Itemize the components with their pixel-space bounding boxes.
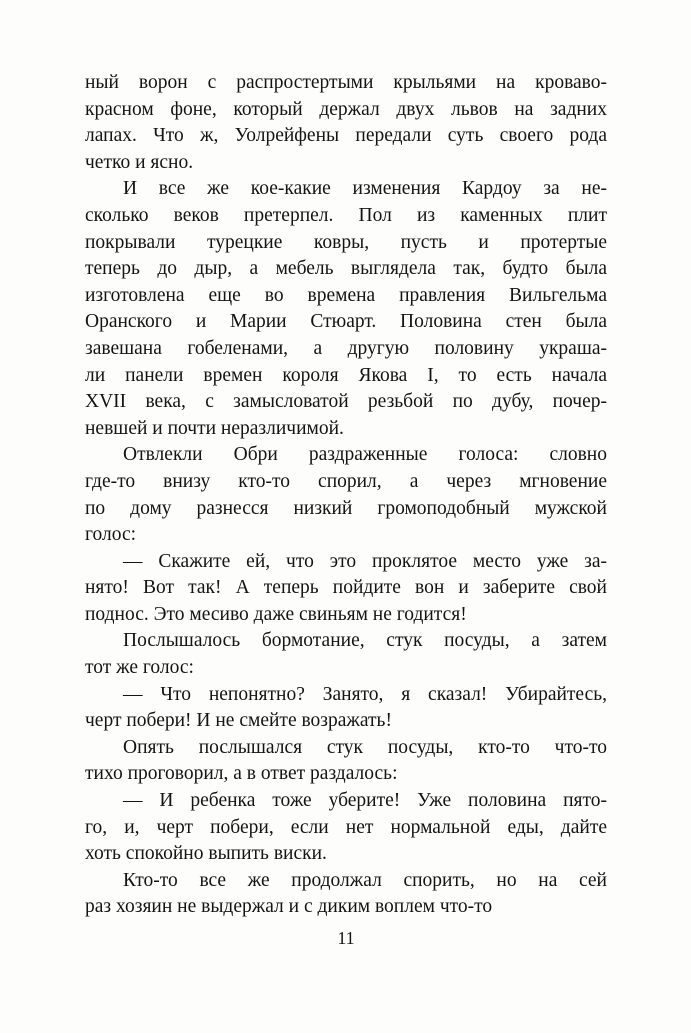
- text-line: XVII века, с замысловатой резьбой по дубу, почер-: [85, 391, 607, 413]
- text-line: теперь до дыр, а мебель выглядела так, будто была: [85, 258, 607, 280]
- text-line: тихо проговорил, а в ответ раздалось:: [85, 763, 398, 785]
- text-line: — Скажите ей, что это проклятое место уже за-: [123, 550, 607, 572]
- text-line: сколько веков претерпел. Пол из каменных плит: [85, 204, 607, 226]
- text-line: где-то внизу кто-то спорил, а через мгновение: [85, 470, 607, 492]
- text-line: — Что непонятно? Занято, я сказал! Убирайтесь,: [123, 683, 607, 705]
- text-line: покрывали турецкие ковры, пусть и протертые: [85, 231, 607, 253]
- page-number: 11: [337, 928, 355, 948]
- text-line: хоть спокойно выпить виски.: [85, 843, 327, 865]
- text-line: Опять послышался стук посуды, кто-то что-то: [123, 736, 607, 758]
- text-line: Отвлекли Обри раздраженные голоса: словно: [123, 444, 607, 466]
- text-line: голос:: [85, 524, 137, 546]
- page-text: [85, 70, 607, 921]
- text-line: четко и ясно.: [85, 151, 194, 173]
- text-line: ли панели времен короля Якова I, то есть начала: [85, 364, 607, 386]
- text-line: ный ворон с распростертыми крыльями на кроваво-: [85, 72, 607, 93]
- text-line: го, и, черт побери, если нет нормальной еды, дайте: [85, 816, 607, 838]
- text-line: Кто-то все же продолжал спорить, но на сей: [123, 869, 607, 891]
- text-line: раз хозяин не выдержал и с диким воплем что-то: [85, 896, 493, 918]
- text-line: Послышалось бормотание, стук посуды, а затем: [123, 630, 607, 652]
- text-line: невшей и почти неразличимой.: [85, 417, 344, 439]
- text-line: Оранского и Марии Стюарт. Половина стен была: [85, 311, 607, 333]
- text-line: черт побери! И не смейте возражать!: [85, 710, 392, 732]
- text-line: завешана гобеленами, а другую половину украша-: [85, 337, 607, 359]
- text-line: лапах. Что ж, Уолрейфены передали суть своего рода: [85, 125, 607, 147]
- text-line: красном фоне, который держал двух львов на задних: [85, 98, 607, 120]
- text-line: по дому разнесся низкий громоподобный мужской: [85, 497, 607, 519]
- text-line: И все же кое-какие изменения Кардоу за не-: [123, 178, 607, 200]
- text-line: — И ребенка тоже уберите! Уже половина пято-: [123, 790, 607, 812]
- text-line: изготовлена еще во времена правления Вильгельма: [85, 284, 607, 306]
- text-line: нято! Вот так! А теперь пойдите вон и заберите свой: [85, 577, 607, 599]
- text-line: тот же голос:: [85, 657, 194, 679]
- text-line: поднос. Это месиво даже свиньям не годится!: [85, 603, 467, 625]
